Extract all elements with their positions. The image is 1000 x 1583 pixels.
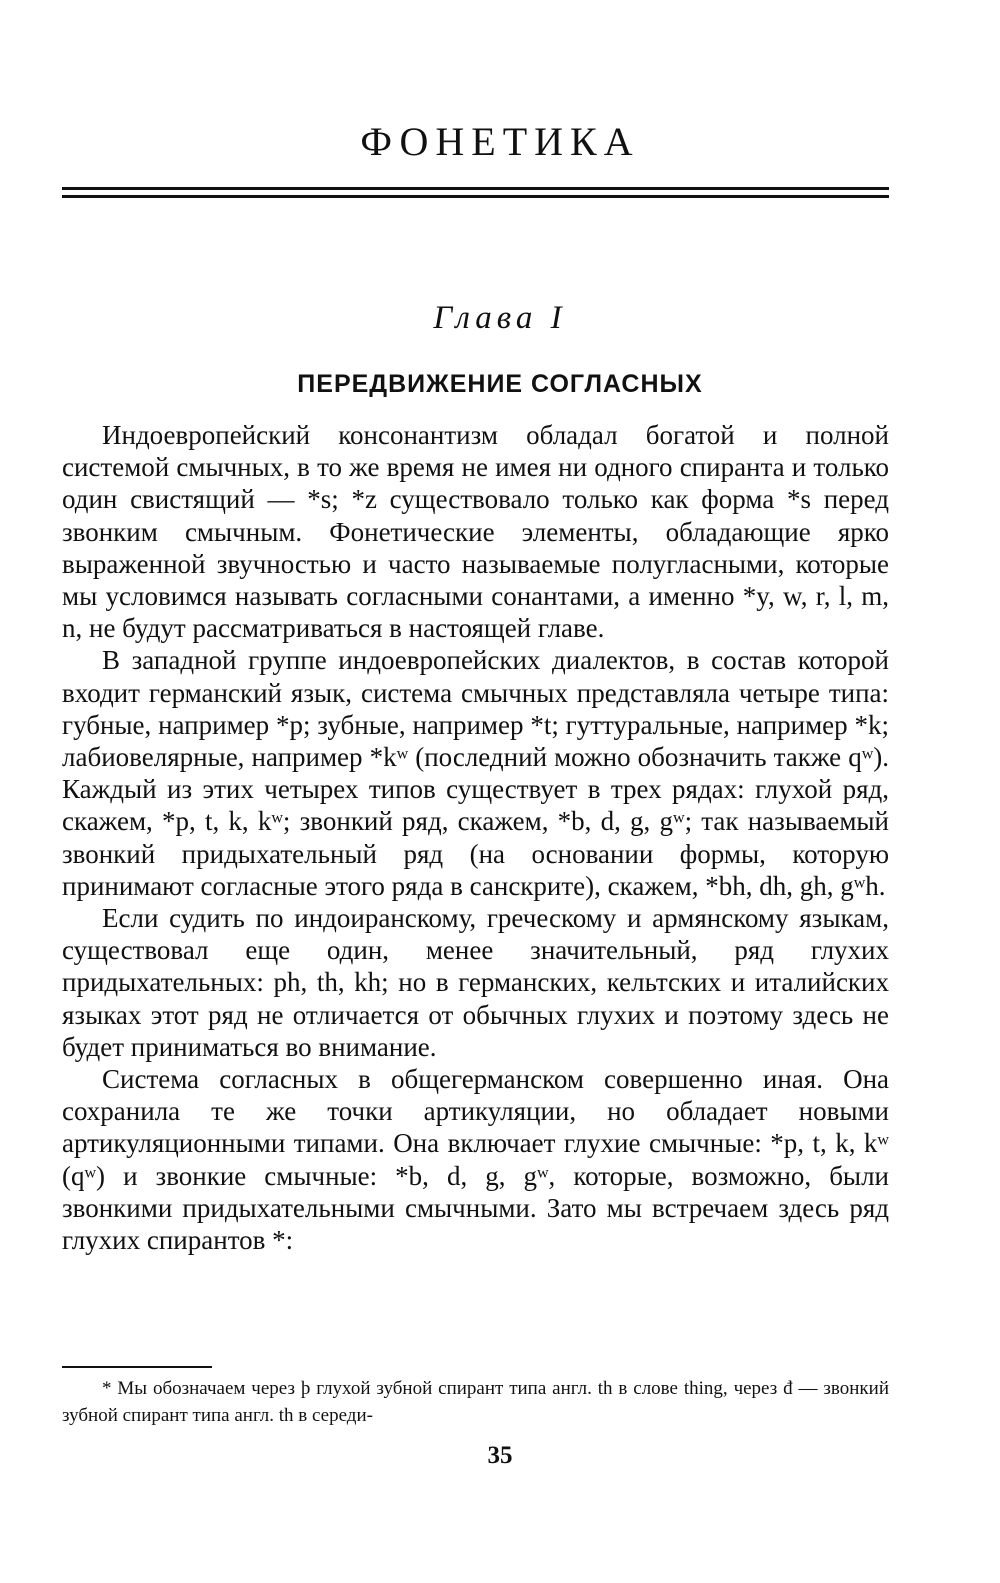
part-title: ФОНЕТИКА [360,119,640,164]
paragraph-1: Индоевропейский консонантизм обладал богатой и полной системой смычных, в то же время не имея ни одного спиранта и только один свистящий — *s; *z существовало только как форма *s перед звонким смычным. Фонетические элементы, обладающие ярко выраженной звучностью и часто называемые полугласными, которые мы условимся называть согласными сонантами, а именно *y, w, r, l, m, n, не будут рассматриваться в настоящей главе. [62,420,889,644]
paragraph-2: В западной группе индоевропейских диалектов, в состав которой входит германский язык, система смычных представляла четыре типа: губные, например *p; зубные, например *t; гуттуральные, например *k; лабиовелярные, например *kʷ (последний можно обозначить также qʷ). Каждый из этих четырех типов существует в трех рядах: глухой ряд, скажем, *p, t, k, kʷ; звонкий ряд, скажем, *b, d, g, gʷ; так называемый звонкий придыхательный ряд (на основании формы, которую принимают согласные этого ряда в санскрите), скажем, *bh, dh, gh, gʷh. [62,645,889,901]
paragraph-3: Если судить по индоиранскому, греческому и армянскому языкам, существовал еще один, менее значительный, ряд глухих придыхательных: ph, th, kh; но в германских, кельтских и италийских языках этот ряд не отличается от обычных глухих и поэтому здесь не будет приниматься во внимание. [62,903,889,1062]
title-rule-upper [62,187,889,190]
page-number: 35 [487,1442,513,1469]
footnote-separator [62,1366,212,1368]
section-heading: ПЕРЕДВИЖЕНИЕ СОГЛАСНЫХ [297,370,703,398]
main-text [62,419,889,1256]
chapter-label: Глава I [433,300,567,336]
title-rule-lower [62,195,889,198]
paragraph-4: Система согласных в общегерманском совершенно иная. Она сохранила те же точки артикуляции, но обладает новыми артикуляционными типами. Она включает глухие смычные: *p, t, k, kʷ (qʷ) и звонкие смычные: *b, d, g, gʷ, которые, возможно, были звонкими придыхательными смычными. Зато мы встречаем здесь ряд глухих спирантов *: [62,1064,889,1256]
footnote: * Мы обозначаем через þ глухой зубной спирант типа англ. th в слове thing, через đ — звонкий зубной спирант типа англ. th в середи- [62,1378,889,1426]
